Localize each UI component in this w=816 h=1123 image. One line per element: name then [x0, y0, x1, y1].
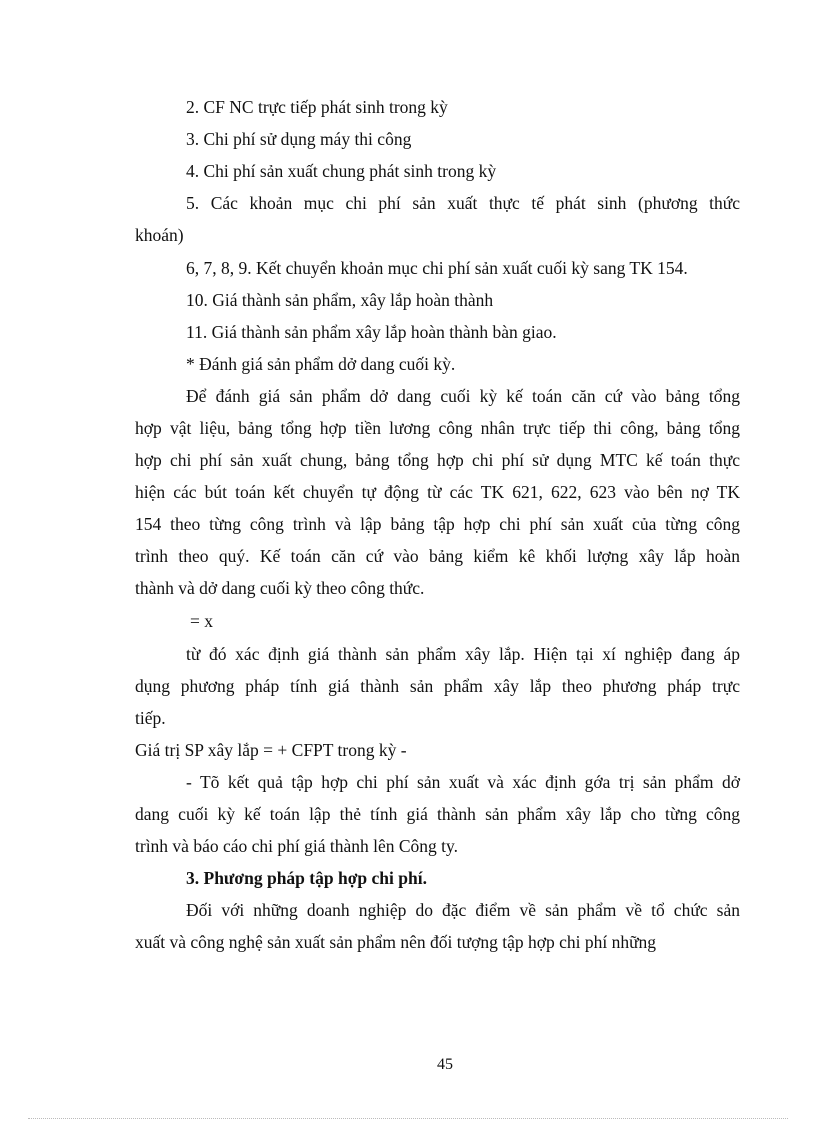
paragraph-1-line-3: hợp chi phí sản xuất chung, bảng tổng hợp chi phí sử dụng MTC kế toán thực — [135, 450, 740, 470]
paragraph-3-line-1: - Tõ kết quả tập hợp chi phí sản xuất và xác định gớa trị sản phẩm dở — [186, 772, 740, 792]
list-item-2: 2. CF NC trực tiếp phát sinh trong kỳ — [186, 97, 448, 117]
page-bottom-divider — [28, 1118, 788, 1119]
paragraph-2-line-3: tiếp. — [135, 708, 166, 728]
paragraph-4-line-1: Đối với những doanh nghiệp do đặc điểm về sản phẩm về tổ chức sản — [186, 900, 740, 920]
list-item-4: 4. Chi phí sản xuất chung phát sinh trong kỳ — [186, 161, 497, 181]
list-item-5-line-1: 5. Các khoản mục chi phí sản xuất thực tế phát sinh (phương thức — [186, 193, 740, 213]
paragraph-1-line-6: trình theo quý. Kế toán căn cứ vào bảng kiểm kê khối lượng xây lắp hoàn — [135, 546, 740, 566]
paragraph-4-line-2: xuất và công nghệ sản xuất sản phẩm nên đối tượng tập hợp chi phí những — [135, 932, 657, 952]
paragraph-2-line-2: dụng phương pháp tính giá thành sản phẩm xây lắp theo phương pháp trực — [135, 676, 740, 696]
paragraph-1-line-1: Để đánh giá sản phẩm dở dang cuối kỳ kế toán căn cứ vào bảng tổng — [186, 386, 740, 406]
list-item-6-9: 6, 7, 8, 9. Kết chuyển khoản mục chi phí sản xuất cuối kỳ sang TK 154. — [186, 258, 688, 278]
list-item-10: 10. Giá thành sản phẩm, xây lắp hoàn thành — [186, 290, 494, 310]
paragraph-1-line-5: 154 theo từng công trình và lập bảng tập hợp chi phí sản xuất của từng công — [135, 514, 740, 534]
paragraph-1-line-7: thành và dở dang cuối kỳ theo công thức. — [135, 578, 425, 598]
section-heading-wip: * Đánh giá sản phẩm dở dang cuối kỳ. — [186, 354, 456, 374]
list-item-3: 3. Chi phí sử dụng máy thi công — [186, 129, 412, 149]
list-item-11: 11. Giá thành sản phẩm xây lắp hoàn thành bàn giao. — [186, 322, 557, 342]
paragraph-1-line-2: hợp vật liệu, bảng tổng hợp tiền lương công nhân trực tiếp thi công, bảng tổng — [135, 418, 740, 438]
paragraph-1-line-4: hiện các bút toán kết chuyển tự động từ các TK 621, 622, 623 vào bên nợ TK — [135, 482, 740, 502]
paragraph-3-line-3: trình và báo cáo chi phí giá thành lên Công ty. — [135, 836, 459, 856]
formula-product-value: Giá trị SP xây lắp = + CFPT trong kỳ - — [135, 740, 407, 760]
page-number: 45 — [437, 1056, 453, 1073]
paragraph-3-line-2: dang cuối kỳ kế toán lập thẻ tính giá thành sản phẩm xây lắp cho từng công — [135, 804, 740, 824]
paragraph-2-line-1: từ đó xác định giá thành sản phẩm xây lắp. Hiện tại xí nghiệp đang áp — [186, 644, 740, 664]
formula-line: = x — [190, 611, 213, 631]
section-heading-3: 3. Phương pháp tập hợp chi phí. — [186, 868, 427, 888]
list-item-5-line-2: khoán) — [135, 225, 184, 245]
